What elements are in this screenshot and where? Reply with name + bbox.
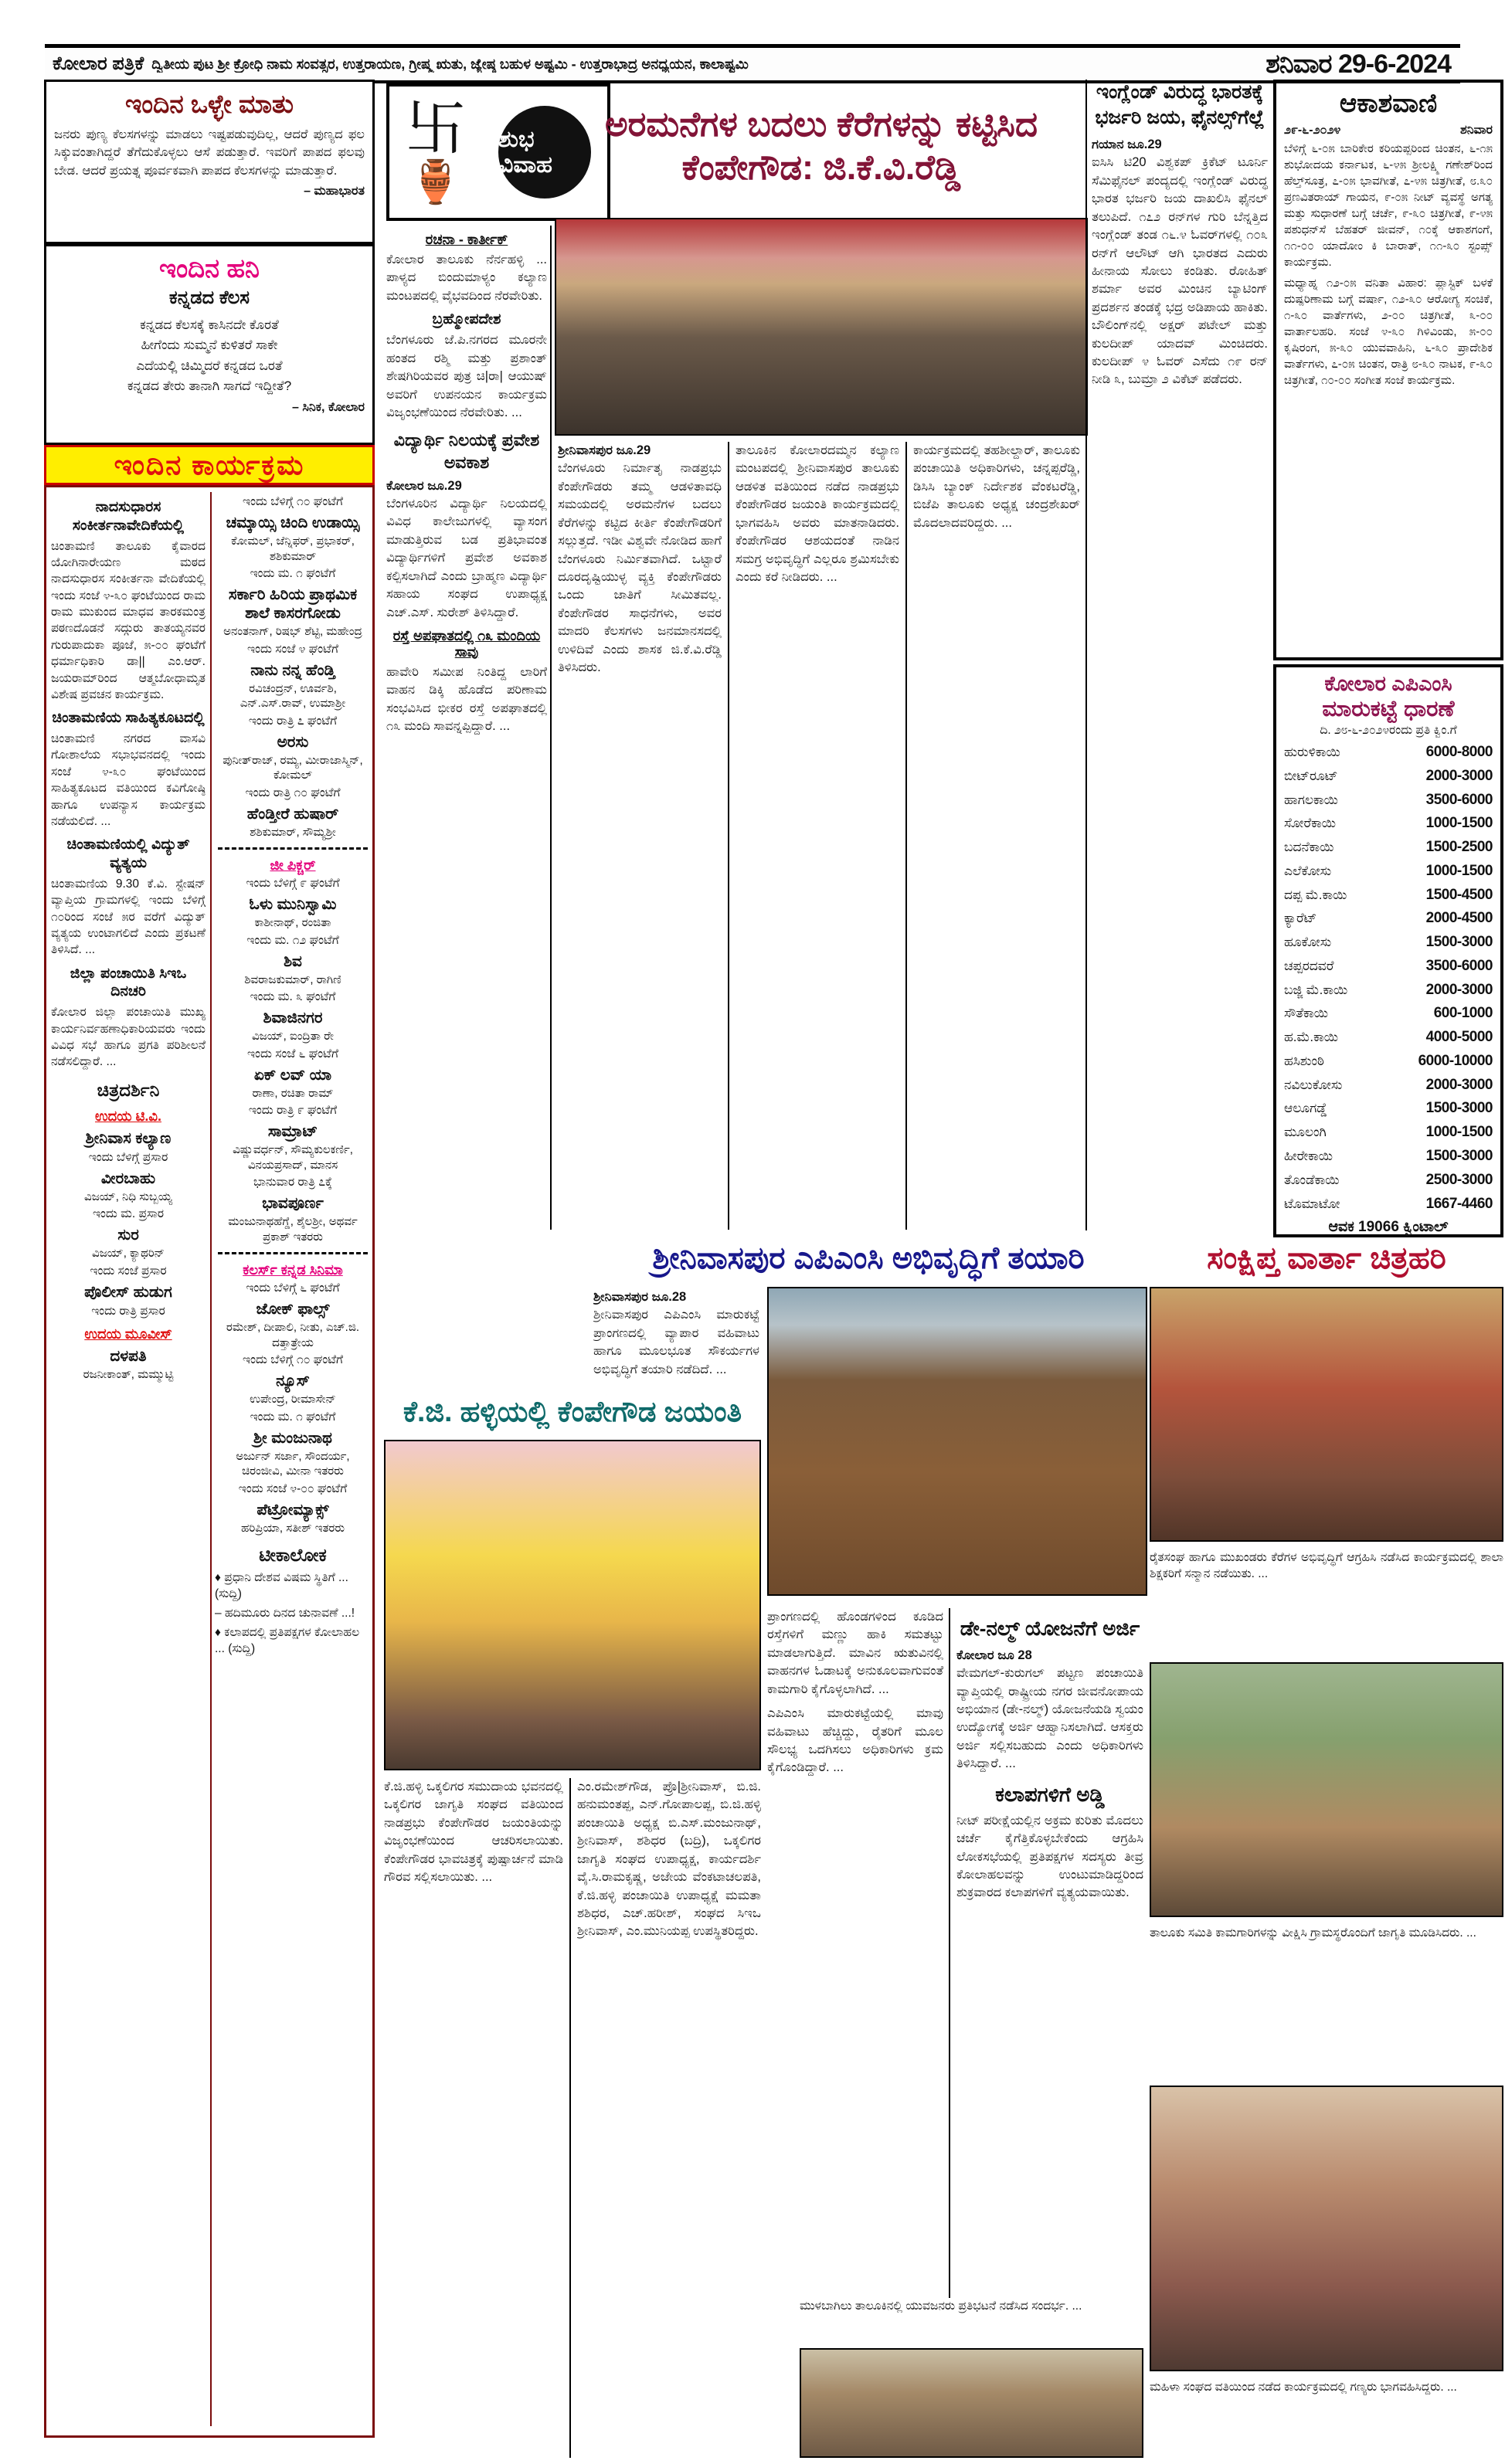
- day-nulm-body: ವೇಮಗಲ್-ಕುರುಗಲ್ ಪಟ್ಟಣ ಪಂಚಾಯಿತಿ ವ್ಯಾಪ್ತಿಯಲ್ಲಿ ರಾಷ್ಟ್ರೀಯ ನಗರ ಜೀವನೋಪಾಯ ಅಭಿಯಾನ (ಡೇ-ನಲ್ಮ್) ಯೋಜನೆಯಡಿ ಸ್ವಯಂ ಉದ್ಯೋಗಕ್ಕೆ ಅರ್ಜಿ ಆಹ್ವಾನಿಸಲಾಗಿದೆ. ಆಸಕ್ತರು ಅರ್ಜಿ ಸಲ್ಲಿಸಬಹುದು ಎಂದು ಅಧಿಕಾರಿಗಳು ತಿಳಿಸಿದ್ದಾರೆ. ...: [956, 1666, 1143, 1771]
- hani-box: [44, 244, 375, 445]
- newspaper-title: ಕೋಲಾರ ಪತ್ರಿಕೆ: [53, 53, 144, 74]
- listing-poem: ಕನ್ನಡದ ಕೆಲಸಕ್ಕೆ ಕಾಸಿನದೇ ಕೊರತೆ: [140, 317, 279, 332]
- market-item-range: 2000-3000: [1425, 981, 1493, 998]
- market-row: [1284, 979, 1493, 1003]
- listing-cast: ಶಿವರಾಜಕುಮಾರ್, ರಾಗಿಣಿ: [244, 972, 341, 986]
- market-item-name: ಹೀರೇಕಾಯಿ: [1284, 1149, 1333, 1164]
- listing-cast: ವಿಜಯ್, ನಿಧಿ ಸುಬ್ಬಯ್ಯ: [84, 1190, 172, 1203]
- listing-title: ನಾನು ನನ್ನ ಹೆಂಡ್ತಿ: [250, 661, 335, 679]
- listing-cast: ವಿಜಯ್, ಕ್ಯಾಥರಿನ್: [92, 1247, 165, 1261]
- listing-body: ಚಿಂತಾಮಣಿ ತಾಲೂಕು ಕೈವಾರದ ಯೋಗಿನಾರೇಯಣ ಮಠದ ನಾದಸುಧಾರಸ ಸಂಕೀರ್ತನಾ ವೇದಿಕೆಯಲ್ಲಿ ಇಂದು ಸಂಜೆ ೪-೩೦ ಘಂಟೆಯಿಂದ ರಾಮ ರಾಮ ಮುಕುಂದ ಮಾಧವ ತಾರಕಮಂತ್ರ ಪಠಣದೊಡನೆ ಸದ್ಗುರು ತಾತಯ್ಯನವರ ಗುರುಪಾದುಕಾ ಪೂಜೆ, ೫-೦೦ ಘಂಟೆಗೆ ಧರ್ಮಾಧಿಕಾರಿ ಡಾ|| ಎಂ.ಆರ್. ಜಯರಾಮ್‌ರಿಂದ ಆತ್ಮಬೋಧಾಮೃತ ವಿಶೇಷ ಪ್ರವಚನ ಕಾರ್ಯಕ್ರಮ.: [51, 539, 206, 701]
- listing-time: ಇಂದು ಬೆಳಿಗ್ಗೆ ೬ ಘಂಟೆಗೆ: [246, 1281, 340, 1295]
- panchanga-info: ದ್ವಿತೀಯ ಪುಟ ಶ್ರೀ ಕ್ರೋಧಿ ನಾಮ ಸಂವತ್ಸರ, ಉತ್ತರಾಯಣ, ಗ್ರೀಷ್ಮ ಋತು, ಜ್ಯೇಷ್ಠ ಬಹುಳ ಅಷ್ಟಮಿ - ಉತ್ತರಾಭಾದ್ರ ಅನಧ್ಯಯನ, ಕಾಲಾಷ್ಟಮಿ: [151, 56, 749, 72]
- photo-main-function: [555, 218, 1088, 436]
- accident-headline: ರಸ್ತೆ ಅಪಘಾತದಲ್ಲಿ ೧೩ ಮಂದಿಯ ಸಾವು: [392, 627, 541, 660]
- listing-title: ಹೆಂಡ್ತೀರೆ ಹುಷಾರ್: [246, 805, 339, 823]
- market-row: [1284, 907, 1493, 931]
- listing-title: ಭಾವಪೂರ್ಣ: [262, 1195, 324, 1212]
- listing-poem: ಕನ್ನಡದ ತೇರು ತಾನಾಗಿ ಸಾಗದೆ ಇದ್ದೀತೆ?: [127, 378, 292, 394]
- market-row: [1284, 1169, 1493, 1193]
- market-row: [1284, 789, 1493, 813]
- market-item-range: 1500-3000: [1425, 1100, 1493, 1117]
- listing-teeka: ♦ ಕಲಾಪದಲ್ಲಿ ಪ್ರತಿಪಕ್ಷಗಳ ಕೋಲಾಹಲ ... (ಸುದ್ದಿ): [215, 1625, 360, 1655]
- market-item-range: 600-1000: [1433, 1005, 1493, 1022]
- market-item-range: 6000-8000: [1425, 744, 1493, 760]
- market-item-range: 3500-6000: [1425, 957, 1493, 974]
- akashvani-day: ಶನಿವಾರ: [1459, 124, 1493, 137]
- market-item-name: ಆಲೂಗಡ್ಡೆ: [1284, 1101, 1327, 1116]
- listing-cast: ಪುನೀತ್‌ರಾಜ್, ರಮ್ಯ, ಮೀರಾಜಾಸ್ಮಿನ್, ಕೋಮಲ್: [223, 753, 363, 782]
- market-item-range: 2000-3000: [1425, 767, 1493, 784]
- akashvani-schedule-morning: ಬೆಳಿಗ್ಗೆ ೬-೦೫ ಬಾರಿಕೇರ ಕರಿಯಪ್ಪರಿಂದ ಚಿಂತನ, ೬-೧೫ ಶುಭೋದಯ ಕರ್ನಾಟಕ, ೬-೪೫ ಶ್ರೀಲಕ್ಷ್ಮಿ ಗಣೇಶ್‌ರಿಂದ ಹೆಲ್ತ್‌ಸೂತ್ರ, ೭-೦೫ ಭಾವಗೀತೆ, ೭-೪೫ ಚಿತ್ರಗೀತೆ, ೮.೩೦ ಪ್ರಣವಿತರಾಯ್ ಗಾಯನ, ೯-೦೫ ನೀಟ್ ವ್ಯವಸ್ಥೆ ಅಗತ್ಯ ಮತ್ತು ಸುಧಾರಣೆ ಬಗ್ಗೆ ಚರ್ಚೆ, ೯-೩೦ ಚಿತ್ರಗೀತೆ, ೯-೪೫ ಪಶುಧನ್‌ಸೆ ಬೆಹತರ್ ಜೀವನ್, ೧೦ಕ್ಕೆ ಆಕಾಶಗಂಗೆ, ೧೧-೦೦ ಯಾದೋಂ ಕಿ ಬಾರಾತ್, ೧೧-೩೦ ಸ್ಟಂಪ್ಸ್ ಕಾರ್ಯಕ್ರಮ.: [1284, 142, 1493, 269]
- listing-head: ಜಿಲ್ಲಾ ಪಂಚಾಯಿತಿ ಸಿಇಒ ದಿನಚರಿ: [70, 965, 187, 1000]
- kg-halli-col1: [384, 1778, 563, 2458]
- column-rule: [569, 1778, 571, 2458]
- listing-title: ಶಿವ: [284, 952, 302, 970]
- column-rule: [949, 1608, 950, 2334]
- listing-title: ಪೊಲೀಸ್ ಹುಡುಗ: [84, 1283, 172, 1301]
- listing-title: ಶಿವಾಜಿನಗರ: [263, 1010, 323, 1027]
- market-row: [1284, 955, 1493, 979]
- market-item-range: 1500-2500: [1425, 839, 1493, 856]
- market-row: [1284, 812, 1493, 836]
- market-item-name: ಹ.ಮೆ.ಕಾಯಿ: [1284, 1030, 1338, 1045]
- listing-time: ಇಂದು ಬೆಳಿಗ್ಗೆ ಪ್ರಸಾರ: [88, 1150, 168, 1164]
- listing-time: ಭಾನುವಾರ ರಾತ್ರಿ ೭ಕ್ಕೆ: [253, 1176, 333, 1189]
- listing-cast: ಕೋಮಲ್, ಜೆನ್ನಿಫರ್, ಪ್ರಭಾಕರ್, ಶಶಿಕುಮಾರ್: [231, 535, 355, 563]
- market-row: [1284, 1145, 1493, 1169]
- market-item-name: ಸೋರೆಕಾಯಿ: [1284, 816, 1337, 831]
- market-row: [1284, 765, 1493, 789]
- main-dateline: ಶ್ರೀನಿವಾಸಪುರ ಜೂ.29: [558, 443, 651, 457]
- market-row: [1284, 1097, 1493, 1121]
- good-word-body: ಜನರು ಪುಣ್ಯ ಕೆಲಸಗಳನ್ನು ಮಾಡಲು ಇಷ್ಟಪಡುವುದಿಲ್ಲ, ಆದರೆ ಪುಣ್ಯದ ಫಲ ಸಿಕ್ಕುವಂತಾಗಿದ್ದರೆ ತೆಗೆದುಕೊಳ್ಳಲು ಆಸೆ ಪಡುತ್ತಾರೆ. ಇವರಿಗೆ ಪಾಪದ ಫಲವು ಬೇಡ. ಆದರೆ ಪ್ರಯತ್ನ ಪೂರ್ವಕವಾಗಿ ಪಾಪದ ಕೆಲಸಗಳನ್ನು ಮಾಡುತ್ತಾರೆ.: [54, 127, 365, 178]
- program-right-column: [215, 492, 371, 2426]
- column-rule: [728, 442, 729, 1230]
- market-row: [1284, 836, 1493, 860]
- listing-title: ಸಾಮ್ರಾಟ್: [267, 1123, 318, 1140]
- chitrahari-caption-2: ತಾಲೂಕು ಸಮಿತಿ ಕಾಮಗಾರಿಗಳನ್ನು ವೀಕ್ಷಿಸಿ ಗ್ರಾಮಸ್ಥರೊಂದಿಗೆ ಜಾಗೃತಿ ಮೂಡಿಸಿದರು. ...: [1150, 1926, 1476, 1940]
- listing-time: ಇಂದು ರಾತ್ರಿ ೯ ಘಂಟೆಗೆ: [248, 1104, 338, 1117]
- apmc-headline: ಶ್ರೀನಿವಾಸಪುರ ಎಪಿಎಂಸಿ ಅಭಿವೃದ್ಧಿಗೆ ತಯಾರಿ: [652, 1240, 1085, 1275]
- market-item-range: 1500-4500: [1425, 886, 1493, 903]
- listing-cast: ವಿಜಯ್, ಐಂದ್ರಿತಾ ರೇ: [252, 1030, 334, 1043]
- market-item-range: 2000-3000: [1425, 1076, 1493, 1093]
- market-item-name: ಸೌತೆಕಾಯಿ: [1284, 1006, 1328, 1021]
- market-item-name: ಬದನೆಕಾಯಿ: [1284, 840, 1334, 855]
- day-nulm-dateline: ಕೋಲಾರ ಜೂ 28: [956, 1648, 1032, 1662]
- market-row: [1284, 931, 1493, 955]
- listing-teeka: ♦ ಪ್ರಧಾನಿ ದೇಶವ ವಿಷಮ ಸ್ಥಿತಿಗೆ ... (ಸುದ್ದಿ): [215, 1571, 348, 1600]
- listing-cast: ಅನಂತನಾಗ್, ರಿಷಭ್ ಶೆಟ್ಟಿ, ಮಹೇಂದ್ರ: [223, 625, 362, 638]
- market-item-name: ಎಲೆಕೋಸು: [1284, 863, 1332, 878]
- listing-time: ಇಂದು ಸಂಜೆ ಪ್ರಸಾರ: [90, 1264, 167, 1278]
- market-date-line: ದಿ. ೨೮-೬-೨೦೨೪ರಂದು ಪ್ರತಿ ಕ್ವಿಂ.ಗೆ: [1320, 724, 1457, 737]
- main-article-colD: ಕಾರ್ಯಕ್ರಮದಲ್ಲಿ ತಹಶೀಲ್ದಾರ್, ತಾಲೂಕು ಪಂಚಾಯಿತಿ ಅಧಿಕಾರಿಗಳು, ಚನ್ನಪ್ಪರೆಡ್ಡಿ, ಡಿಸಿಸಿ ಬ್ಯಾಂಕ್ ನಿರ್ದೇಶಕ ವೆಂಕಟರೆಡ್ಡಿ, ಬಿಜೆಪಿ ತಾಲೂಕು ಅಧ್ಯಕ್ಷ ಚಂದ್ರಶೇಖರ್ ಮೊದಲಾದವರಿದ್ದರು. ...: [913, 443, 1080, 530]
- listing-title: ಏಕ್ ಲವ್ ಯಾ: [253, 1066, 332, 1084]
- listing-cast: ರವಿಚಂದ್ರನ್, ಊರ್ವಶಿ, ಎನ್.ಎಸ್.ರಾವ್, ಉಮಾಶ್ರೀ: [240, 681, 346, 710]
- hostel-dateline: ಕೋಲಾರ ಜೂ.29: [386, 478, 462, 493]
- listing-time: ಇಂದು ಬೆಳಿಗ್ಗೆ ೧೦ ಘಂಟೆಗೆ: [243, 495, 343, 508]
- listing-time: ಇಂದು ಬೆಳಿಗ್ಗೆ ೧೦ ಘಂಟೆಗೆ: [243, 1353, 343, 1366]
- apmc-body1: ಶ್ರೀನಿವಾಸಪುರ ಎಪಿಎಂಸಿ ಮಾರುಕಟ್ಟೆ ಪ್ರಾಂಗಣದಲ್ಲಿ ವ್ಯಾಪಾರ ವಹಿವಾಟು ಹಾಗೂ ಮೂಲಭೂತ ಸೌಕರ್ಯಗಳ ಅಭಿವೃದ್ಧಿಗೆ ತಯಾರಿ ನಡೆದಿದೆ. ...: [593, 1308, 759, 1376]
- market-item-range: 2500-3000: [1425, 1171, 1493, 1188]
- kalapa-body: ನೀಟ್ ಪರೀಕ್ಷೆಯಲ್ಲಿನ ಅಕ್ರಮ ಕುರಿತು ಮೊದಲು ಚರ್ಚೆ ಕೈಗೆತ್ತಿಕೊಳ್ಳಬೇಕೆಂದು ಆಗ್ರಹಿಸಿ ಲೋಕಸಭೆಯಲ್ಲಿ ಪ್ರತಿಪಕ್ಷಗಳ ಸದಸ್ಯರು ತೀವ್ರ ಕೋಲಾಹಲವನ್ನು ಉಂಟುಮಾಡಿದ್ದರಿಂದ ಶುಕ್ರವಾರದ ಕಲಾಪಗಳಿಗೆ ವ್ಯತ್ಯಯವಾಯಿತು.: [956, 1813, 1143, 1900]
- apmc-body3: ಎಪಿಎಂಸಿ ಮಾರುಕಟ್ಟೆಯಲ್ಲಿ ಮಾವು ವಹಿವಾಟು ಹೆಚ್ಚಿದ್ದು, ರೈತರಿಗೆ ಮೂಲ ಸೌಲಭ್ಯ ಒದಗಿಸಲು ಅಧಿಕಾರಿಗಳು ಕ್ರಮ ಕೈಗೊಂಡಿದ್ದಾರೆ. ...: [767, 1706, 943, 1775]
- listing-cast: ಮಂಜುನಾಥಹೆಗ್ಡೆ, ಶೈಲಶ್ರೀ, ಅಥರ್ವ ಪ್ರಕಾಶ್ ಇತರರು: [228, 1215, 358, 1244]
- chitrahari-caption-3: ಮಹಿಳಾ ಸಂಘದ ವತಿಯಿಂದ ನಡೆದ ಕಾರ್ಯಕ್ರಮದಲ್ಲಿ ಗಣ್ಯರು ಭಾಗವಹಿಸಿದ್ದರು. ...: [1150, 2381, 1457, 2394]
- listing-cast: ಉಪೇಂದ್ರ, ರೀಮಾಸೇನ್: [250, 1393, 336, 1406]
- listing-time: ಇಂದು ಮ. ೩ ಘಂಟೆಗೆ: [250, 990, 336, 1003]
- market-title-line1: ಕೋಲಾರ ಎಪಿಎಂಸಿ: [1324, 672, 1452, 695]
- listing-title: ಜೋಕ್ ಫಾಲ್ಸ್: [256, 1301, 330, 1318]
- listing-divider: [218, 847, 368, 850]
- market-item-name: ಹಾಗಲಕಾಯಿ: [1284, 792, 1338, 807]
- hostel-body: ಬೆಂಗಳೂರಿನ ವಿದ್ಯಾರ್ಥಿ ನಿಲಯದಲ್ಲಿ ವಿವಿಧ ಕಾಲೇಜುಗಳಲ್ಲಿ ವ್ಯಾಸಂಗ ಮಾಡುತ್ತಿರುವ ಬಡ ಪ್ರತಿಭಾವಂತ ವಿದ್ಯಾರ್ಥಿಗಳಿಗೆ ಪ್ರವೇಶ ಅವಕಾಶ ಕಲ್ಪಿಸಲಾಗಿದೆ ಎಂದು ಬ್ರಾಹ್ಮಣ ವಿದ್ಯಾರ್ಥಿ ಸಹಾಯ ಸಂಘದ ಉಪಾಧ್ಯಕ್ಷ ಎಚ್.ಎಸ್. ಸುರೇಶ್ ತಿಳಿಸಿದ್ದಾರೆ.: [386, 496, 547, 619]
- masthead-bar: [45, 44, 1460, 83]
- market-item-range: 1000-1500: [1425, 1124, 1493, 1141]
- column-rule: [1085, 80, 1087, 1230]
- market-item-name: ಕ್ಯಾರೆಟ್: [1284, 911, 1317, 926]
- akashvani-title: ಆಕಾಶವಾಣಿ: [1339, 89, 1438, 118]
- cricket-body: ಐಸಿಸಿ ಟಿ20 ವಿಶ್ವಕಪ್ ಕ್ರಿಕೆಟ್ ಟೂರ್ನಿ ಸೆಮಿಫೈನಲ್ ಪಂದ್ಯದಲ್ಲಿ ಇಂಗ್ಲೆಂಡ್ ವಿರುದ್ಧ ಭಾರತ ಭರ್ಜರಿ ಜಯ ದಾಖಲಿಸಿ ಫೈನಲ್ ತಲುಪಿದೆ. ೧೭೨ ರನ್‌ಗಳ ಗುರಿ ಬೆನ್ನತ್ತಿದ ಇಂಗ್ಲೆಂಡ್ ತಂಡ ೧೬.೪ ಓವರ್‌ಗಳಲ್ಲಿ ೧೦೩ ರನ್‌ಗೆ ಆಲೌಟ್ ಆಗಿ ಭಾರತದ ಎದುರು ಹೀನಾಯ ಸೋಲು ಕಂಡಿತು. ರೋಹಿತ್ ಶರ್ಮಾ ಅವರ ಮಿಂಚಿನ ಬ್ಯಾಟಿಂಗ್ ಪ್ರದರ್ಶನ ತಂಡಕ್ಕೆ ಭದ್ರ ಅಡಿಪಾಯ ಹಾಕಿತು. ಬೌಲಿಂಗ್‌ನಲ್ಲಿ ಅಕ್ಷರ್ ಪಟೇಲ್ ಮತ್ತು ಕುಲದೀಪ್ ಯಾದವ್ ಮಿಂಚಿದರು. ಕುಲದೀಪ್ ೪ ಓವರ್ ಎಸೆದು ೧೯ ರನ್ ನೀಡಿ ೩, ಬುಮ್ರಾ ೨ ವಿಕೆಟ್ ಪಡೆದರು.: [1092, 155, 1268, 387]
- good-word-source: – ಮಹಾಭಾರತ: [304, 185, 365, 199]
- cricket-headline: ಇಂಗ್ಲೆಂಡ್ ವಿರುದ್ಧ ಭಾರತಕ್ಕೆ ಭರ್ಜರಿ ಜಯ, ಫೈನಲ್ಸ್‌ಗೆಲ್ಲೆ: [1095, 81, 1265, 128]
- listing-time: ಇಂದು ಮ. ಪ್ರಸಾರ: [92, 1207, 165, 1221]
- listing-cast: ವಿಷ್ಣುವರ್ಧನ್, ಸೌಮ್ಯಕುಲಕರ್ಣಿ, ವಿನಯಪ್ರಸಾದ್, ಮಾನಸ: [233, 1143, 353, 1172]
- kg-halli-attendees: ಎಂ.ರಮೇಶ್‌ಗೌಡ, ಪ್ರೊ|ಶ್ರೀನಿವಾಸ್, ಬಿ.ಜಿ. ಹನುಮಂತಪ್ಪ, ಎನ್.ಗೋಪಾಲಪ್ಪ, ಬಿ.ಜಿ.ಹಳ್ಳಿ ಪಂಚಾಯಿತಿ ಅಧ್ಯಕ್ಷ ಬಿ.ಎಸ್.ಮಂಜುನಾಥ್, ಶ್ರೀನಿವಾಸ್, ಶಶಿಧರ (ಬದ್ರಿ), ಒಕ್ಕಲಿಗರ ಜಾಗೃತಿ ಸಂಘದ ಉಪಾಧ್ಯಕ್ಷ, ಕಾರ್ಯದರ್ಶಿ ವೈ.ಸಿ.ರಾಮಕೃಷ್ಣ, ಅಜೇಯ ವೆಂಕಟಾಚಲಪತಿ, ಕೆ.ಜಿ.ಹಳ್ಳಿ ಪಂಚಾಯಿತಿ ಉಪಾಧ್ಯಕ್ಷೆ ಮಮತಾ ಶಶಿಧರ, ಎಚ್.ಹರೀಶ್, ಸಂಘದ ಸಿಇಒ ಶ್ರೀನಿವಾಸ್, ಎಂ.ಮುನಿಯಪ್ಪ ಉಪಸ್ಥಿತರಿದ್ದರು.: [577, 1780, 761, 1939]
- apmc-dateline: ಶ್ರೀನಿವಾಸಪುರ ಜೂ.28: [593, 1290, 687, 1304]
- kg-halli-body1: ಕೆ.ಜಿ.ಹಳ್ಳಿ ಒಕ್ಕಲಿಗರ ಸಮುದಾಯ ಭವನದಲ್ಲಿ ಒಕ್ಕಲಿಗರ ಜಾಗೃತಿ ಸಂಘದ ವತಿಯಿಂದ ನಾಡಪ್ರಭು ಕೆಂಪೇಗೌಡರ ಜಯಂತಿಯನ್ನು ವಿಜೃಂಭಣೆಯಿಂದ ಆಚರಿಸಲಾಯಿತು. ಕೆಂಪೇಗೌಡರ ಭಾವಚಿತ್ರಕ್ಕೆ ಪುಷ್ಪಾರ್ಚನೆ ಮಾಡಿ ಗೌರವ ಸಲ್ಲಿಸಲಾಯಿತು. ...: [384, 1780, 563, 1885]
- market-item-range: 1000-1500: [1425, 862, 1493, 879]
- chitrahari-caption-1: ರೈತಸಂಘ ಹಾಗೂ ಮುಖಂಡರು ಕೆರೆಗಳ ಅಭಿವೃದ್ಧಿಗೆ ಆಗ್ರಹಿಸಿ ನಡೆಸಿದ ಕಾರ್ಯಕ್ರಮದಲ್ಲಿ ಶಾಲಾ ಶಿಕ್ಷಕರಿಗೆ ಸನ್ಮಾನ ನಡೆಯಿತು. ...: [1150, 1551, 1503, 1581]
- day-nulm-headline: ಡೇ-ನಲ್ಮ್ ಯೋಜನೆಗೆ ಅರ್ಜಿ: [960, 1617, 1140, 1640]
- listing-time: ಇಂದು ಮ. ೧೨ ಘಂಟೆಗೆ: [246, 933, 339, 947]
- chitrahari-headline: ಸಂಕ್ಷಿಪ್ತ ವಾರ್ತಾ ಚಿತ್ರಹರಿ: [1207, 1240, 1446, 1275]
- listing-title: ಶ್ರೀ ಮಂಜುನಾಥ: [253, 1429, 332, 1447]
- wedding-couple-names: ರಚನಾ - ಕಾರ್ತೀಕ್: [425, 232, 508, 247]
- listing-time: ಇಂದು ರಾತ್ರಿ ೧೦ ಘಂಟೆಗೆ: [245, 786, 341, 799]
- market-row: [1284, 884, 1493, 908]
- market-item-range: 1500-3000: [1425, 934, 1493, 951]
- market-item-name: ತೊಂಡೆಕಾಯಿ: [1284, 1172, 1340, 1187]
- market-footer: ಆವಕ 19066 ಕ್ವಿಂಟಾಲ್: [1328, 1219, 1449, 1236]
- photo-chitrahari-2: [1150, 1662, 1503, 1917]
- market-item-name: ಹೂಕೋಸು: [1284, 935, 1332, 950]
- listing-title: ಸುರ: [117, 1227, 139, 1244]
- bottom-photo-caption: ಮುಳಬಾಗಿಲು ತಾಲೂಕಿನಲ್ಲಿ ಯುವಜನರು ಪ್ರತಿಭಟನೆ ನಡೆಸಿದ ಸಂದರ್ಭ. ...: [800, 2298, 1143, 2344]
- listing-title: ವೀರಬಾಹು: [100, 1169, 156, 1187]
- market-item-name: ನವಿಲುಕೋಸು: [1284, 1077, 1343, 1092]
- listing-title: ದಳಪತಿ: [110, 1347, 147, 1365]
- listing-title: ಚಮ್ಕಾಯ್ಸಿ ಚಿಂದಿ ಉಡಾಯ್ಸಿ: [226, 514, 360, 531]
- main-article-colC: ತಾಲೂಕಿನ ಕೋಲಾರದಮ್ಮನ ಕಲ್ಯಾಣ ಮಂಟಪದಲ್ಲಿ ಶ್ರೀನಿವಾಸಪುರ ತಾಲೂಕು ಆಡಳಿತ ವತಿಯಿಂದ ನಡೆದ ನಾಡಪ್ರಭು ಕೆಂಪೇಗೌಡರ ಜಯಂತಿ ಕಾರ್ಯಕ್ರಮದಲ್ಲಿ ಭಾಗವಹಿಸಿ ಅವರು ಮಾತನಾಡಿದರು. ಕೆಂಪೇಗೌಡರ ಆಶಯದಂತೆ ನಾಡಿನ ಸಮಗ್ರ ಅಭಿವೃದ್ಧಿಗೆ ಎಲ್ಲರೂ ಶ್ರಮಿಸಬೇಕು ಎಂದು ಕರೆ ನೀಡಿದರು. ...: [736, 443, 899, 584]
- apmc-body2: ಪ್ರಾಂಗಣದಲ್ಲಿ ಹೊಂಡಗಳಿಂದ ಕೂಡಿದ ರಸ್ತೆಗಳಿಗೆ ಮಣ್ಣು ಹಾಕಿ ಸಮತಟ್ಟು ಮಾಡಲಾಗುತ್ತಿದೆ. ಮಾವಿನ ಋತುವಿನಲ್ಲಿ ವಾಹನಗಳ ಓಡಾಟಕ್ಕೆ ಅನುಕೂಲವಾಗುವಂತೆ ಕಾಮಗಾರಿ ಕೈಗೊಳ್ಳಲಾಗಿದೆ. ...: [767, 1610, 943, 1696]
- listing-title: ಸರ್ಕಾರಿ ಹಿರಿಯ ಪ್ರಾಥಮಿಕ ಶಾಲೆ ಕಾಸರಗೋಡು: [228, 586, 358, 622]
- listing-body: ಕೋಲಾರ ಜಿಲ್ಲಾ ಪಂಚಾಯಿತಿ ಮುಖ್ಯ ಕಾರ್ಯನಿರ್ವಹಣಾಧಿಕಾರಿಯವರು ಇಂದು ವಿವಿಧ ಸಭೆ ಹಾಗೂ ಪ್ರಗತಿ ಪರಿಶೀಲನೆ ನಡೆಸಲಿದ್ದಾರೆ. ...: [51, 1006, 206, 1069]
- hani-subtitle: ಕನ್ನಡದ ಕೆಲಸ: [168, 287, 250, 308]
- market-item-range: 3500-6000: [1425, 791, 1493, 808]
- column-cricket: [1092, 80, 1268, 1232]
- listing-cast: ರಜನೀಕಾಂತ್, ಮಮ್ಮುಟ್ಟಿ: [83, 1367, 174, 1381]
- program-banner-label: ಇಂದಿನ ಕಾರ್ಯಕ್ರಮ: [114, 448, 305, 480]
- column-main-c: [736, 442, 899, 1230]
- akashvani-box: [1273, 80, 1503, 660]
- market-row: [1284, 860, 1493, 884]
- akashvani-date: ೨೯-೬-೨೦೨೪: [1284, 124, 1341, 137]
- market-item-range: 1500-3000: [1425, 1148, 1493, 1165]
- market-row: [1284, 1074, 1493, 1098]
- market-item-name: ಹಸಿಶುಂಠಿ: [1284, 1053, 1325, 1068]
- listing-title: ಶ್ರೀನಿವಾಸ ಕಲ್ಯಾಣ: [85, 1129, 172, 1147]
- listing-cast: ಶಶಿಕುಮಾರ್, ಸೌಮ್ಯಶ್ರೀ: [250, 825, 336, 839]
- listing-time: ಇಂದು ಸಂಜೆ ೪-೦೦ ಘಂಟೆಗೆ: [238, 1481, 348, 1495]
- market-item-range: 4000-5000: [1425, 1029, 1493, 1046]
- accident-body: ಹಾವೇರಿ ಸಮೀಪ ನಿಂತಿದ್ದ ಲಾರಿಗೆ ವಾಹನ ಡಿಕ್ಕಿ ಹೊಡೆದ ಪರಿಣಾಮ ಸಂಭವಿಸಿದ ಭೀಕರ ರಸ್ತೆ ಅಪಘಾತದಲ್ಲಿ ೧೩ ಮಂದಿ ಸಾವನ್ನಪ್ಪಿದ್ದಾರೆ. ...: [386, 664, 547, 734]
- swastika-icon: 卐: [405, 93, 466, 162]
- listing-channel-red: ಉದಯ ಮೂವೀಸ್: [84, 1325, 172, 1342]
- wedding-body2: ಬೆಂಗಳೂರು ಜೆ.ಪಿ.ನಗರದ ಮೂರನೇ ಹಂತದ ರಶ್ಮಿ ಮತ್ತು ಪ್ರಶಾಂತ್ ಶೇಷಗಿರಿಯವರ ಪುತ್ರ ಚಿ|ರಾ| ಆಯುಷ್ ಅವರಿಗೆ ಉಪನಯನ ಕಾರ್ಯಕ್ರಮ ವಿಜೃಂಭಣೆಯಿಂದ ನೆರವೇರಿತು. ...: [386, 333, 547, 419]
- listing-channel-pink: ಜೀ ಪಿಕ್ಚರ್: [270, 857, 316, 873]
- listing-channel-red: ಉದಯ ಟಿ.ವಿ.: [95, 1108, 161, 1124]
- photo-kg-halli-jayanti: [384, 1440, 761, 1770]
- kg-halli-col2: [577, 1778, 761, 2458]
- good-word-box: [44, 80, 375, 244]
- listing-bighead: ಟೀಕಾಲೋಕ: [259, 1545, 327, 1565]
- market-item-range: 2000-4500: [1425, 910, 1493, 927]
- listing-time: ಇಂದು ರಾತ್ರಿ ೭ ಘಂಟೆಗೆ: [248, 714, 338, 728]
- market-item-name: ಬೀಟ್‌ರೂಟ್: [1284, 768, 1338, 783]
- column-rule: [905, 442, 907, 1230]
- good-word-title: ಇಂದಿನ ಒಳ್ಳೇ ಮಾತು: [124, 90, 294, 118]
- listing-time: ಇಂದು ರಾತ್ರಿ ಪ್ರಸಾರ: [91, 1304, 165, 1318]
- column-day-nulm: [956, 1608, 1143, 2338]
- market-item-name: ಚಪ್ಪರದವರೆ: [1284, 958, 1334, 973]
- market-item-range: 6000-10000: [1418, 1052, 1493, 1069]
- hani-source: – ಸಿನಿಕ, ಕೋಲಾರ: [292, 401, 365, 415]
- akashvani-schedule-afternoon: ಮಧ್ಯಾಹ್ನ ೧೨-೦೫ ವನಿತಾ ವಿಹಾರ: ಪ್ಲಾಸ್ಟಿಕ್ ಬಳಕೆ ದುಷ್ಪರಿಣಾಮ ಬಗ್ಗೆ ವರ್ಷಾ, ೧೨-೩೦ ಆರೋಗ್ಯ ಸಂಚಿಕೆ, ೧-೩೦ ವಾರ್ತೆಗಳು, ೨-೦೦ ಚಿತ್ರಗೀತೆ, ೩-೦೦ ವಾರ್ತಾಲಹರಿ. ಸಂಜೆ ೪-೩೦ ಗಿಳಿವಿಂಡು, ೫-೦೦ ಕೃಷಿರಂಗ, ೫-೩೦ ಯುವವಾಹಿನಿ, ೬-೩೦ ಪ್ರಾದೇಶಿಕ ವಾರ್ತೆಗಳು, ೭-೦೫ ಚಿಂತನ, ರಾತ್ರಿ ೮-೩೦ ನಾಟಕ, ೯-೩೦ ಚಿತ್ರಗೀತೆ, ೧೦-೦೦ ಸಂಗೀತ ಸಂಜೆ ಕಾರ್ಯಕ್ರಮ.: [1284, 277, 1493, 387]
- market-item-name: ಟೊಮಾಟೋ: [1284, 1196, 1340, 1211]
- program-listings-box: [44, 485, 375, 2438]
- listing-teeka: – ಹದಿಮೂರು ದಿನದ ಚುನಾವಣೆ ...!: [215, 1606, 355, 1620]
- market-table: [1284, 741, 1493, 1216]
- photo-apmc-roadwork: [767, 1287, 1147, 1596]
- market-item-name: ಮೂಲಂಗಿ: [1284, 1125, 1327, 1140]
- photo-bottom-group: [800, 2348, 1143, 2458]
- listing-title: ನ್ಯೂಸ್: [276, 1373, 310, 1390]
- listing-title: ಅರಸು: [277, 733, 309, 751]
- main-headline: ಅರಮನೆಗಳ ಬದಲು ಕೆರೆಗಳನ್ನು ಕಟ್ಟಿಸಿದ ಕೆಂಪೇಗೌಡ: ಜಿ.ಕೆ.ವಿ.ರೆಡ್ಡಿ: [604, 104, 1038, 187]
- column-main-b: [558, 442, 722, 1230]
- listing-cast: ಹರಿಪ್ರಿಯಾ, ಸತೀಶ್ ಇತರರು: [240, 1521, 345, 1535]
- hostel-headline: ವಿದ್ಯಾರ್ಥಿ ನಿಲಯಕ್ಕೆ ಪ್ರವೇಶ ಅವಕಾಶ: [393, 430, 540, 472]
- wedding-subhead: ಬ್ರಹ್ಮೋಪದೇಶ: [432, 311, 501, 328]
- listing-divider: [218, 1252, 368, 1254]
- market-item-range: 1667-4460: [1425, 1195, 1493, 1212]
- market-row: [1284, 1002, 1493, 1026]
- listing-time: ಇಂದು ಮ. ೧ ಘಂಟೆಗೆ: [250, 567, 336, 580]
- column-rule: [550, 226, 552, 1230]
- market-rates-box: [1273, 664, 1503, 1237]
- market-row: [1284, 1050, 1493, 1074]
- listing-channel-pink: ಕಲರ್ಸ್ ಕನ್ನಡ ಸಿನಿಮಾ: [243, 1262, 343, 1278]
- kalasha-icon: 🏺: [409, 158, 462, 205]
- listing-head: ನಾದಸುಧಾರಸ ಸಂಕೀರ್ತನಾವೇದಿಕೆಯಲ್ಲಿ: [72, 499, 185, 534]
- listing-poem: ಎದೆಯಲ್ಲಿ ಚಿಮ್ಮಿದರೆ ಕನ್ನಡದ ಒರತೆ: [136, 358, 283, 373]
- market-item-name: ದಪ್ಪ ಮೆ.ಕಾಯಿ: [1284, 887, 1347, 902]
- listing-cast: ಅರ್ಜುನ್ ಸರ್ಜಾ, ಸೌಂದರ್ಯ, ಚಿರಂಜೀವಿ, ಮೀನಾ ಇತರರು: [236, 1449, 350, 1478]
- photo-chitrahari-3: [1150, 2086, 1503, 2371]
- listing-time: ಇಂದು ಮ. ೧ ಘಂಟೆಗೆ: [250, 1410, 336, 1424]
- program-banner: [44, 445, 375, 485]
- listing-title: ಪೆಟ್ರೋಮ್ಯಾಕ್ಸ್: [256, 1501, 329, 1519]
- listing-head: ಚಿಂತಾಮಣಿಯಲ್ಲಿ ವಿದ್ಯುತ್ ವ್ಯತ್ಯಯ: [66, 837, 190, 871]
- shubha-vivaha-logo: ಶುಭ ವಿವಾಹ: [498, 106, 591, 199]
- market-row: [1284, 741, 1493, 765]
- listing-time: ಇಂದು ಸಂಜೆ ೬ ಘಂಟೆಗೆ: [247, 1047, 338, 1061]
- cricket-dateline: ಗಯಾನ ಜೂ.29: [1092, 137, 1162, 151]
- listing-bighead: ಚಿತ್ರದರ್ಶಿನಿ: [97, 1079, 160, 1100]
- kalapa-headline: ಕಲಾಪಗಳಿಗೆ ಅಡ್ಡಿ: [995, 1782, 1105, 1806]
- listing-cast: ಕಾಶೀನಾಥ್, ರಂಜಿತಾ: [254, 916, 331, 929]
- listing-head: ಚಿಂತಾಮಣಿಯ ಸಾಹಿತ್ಯಕೂಟದಲ್ಲಿ: [52, 710, 205, 727]
- market-item-name: ಹುರುಳಿಕಾಯಿ: [1284, 745, 1340, 759]
- listing-time: ಇಂದು ಸಂಜೆ ೪ ಘಂಟೆಗೆ: [247, 642, 338, 656]
- market-title-line2: ಮಾರುಕಟ್ಟೆ ಧಾರಣೆ: [1322, 697, 1455, 721]
- edition-date: ಶನಿವಾರ 29-6-2024: [1265, 49, 1451, 79]
- column-main-d: [913, 442, 1080, 1230]
- market-row: [1284, 1193, 1493, 1217]
- listing-body: ಚಿಂತಾಮಣಿ ನಗರದ ವಾಸವಿ ಗೋಶಾಲೆಯ ಸಭಾಭವನದಲ್ಲಿ ಇಂದು ಸಂಜೆ ೪-೩೦ ಘಂಟೆಯಿಂದ ಸಾಹಿತ್ಯಕೂಟದ ವತಿಯಿಂದ ಕವಿಗೋಷ್ಠಿ ಹಾಗೂ ಉಪನ್ಯಾಸ ಕಾರ್ಯಕ್ರಮ ನಡೆಯಲಿದೆ. ...: [51, 732, 206, 828]
- hani-title: ಇಂದಿನ ಹನಿ: [159, 254, 260, 283]
- listing-cast: ರಾಣಾ, ರಚಿತಾ ರಾಮ್: [252, 1086, 334, 1100]
- main-article-colB: ಬೆಂಗಳೂರು ನಿರ್ಮಾತೃ ನಾಡಪ್ರಭು ಕೆಂಪೇಗೌಡರು ತಮ್ಮ ಆಡಳಿತಾವಧಿ ಸಮಯದಲ್ಲಿ ಅರಮನೆಗಳ ಬದಲು ಕೆರೆಗಳನ್ನು ಕಟ್ಟಿದ ಕೀರ್ತಿ ಕೆಂಪೇಗೌಡರಿಗೆ ಸಲ್ಲುತ್ತದೆ. ಇಡೀ ವಿಶ್ವವೇ ನೋಡಿದ ಹಾಗೆ ಬೆಂಗಳೂರು ನಿರ್ಮಿತವಾಗಿದೆ. ಒಟ್ಟಾರೆ ದೂರದೃಷ್ಟಿಯುಳ್ಳ ವ್ಯಕ್ತಿ ಕೆಂಪೇಗೌಡರು ಒಂದು ಜಾತಿಗೆ ಸೀಮಿತವಲ್ಲ. ಕೆಂಪೇಗೌಡರ ಸಾಧನೆಗಳು, ಅವರ ಮಾದರಿ ಕೆಲಸಗಳು ಜನಮಾನಸದಲ್ಲಿ ಉಳಿದಿವೆ ಎಂದು ಶಾಸಕ ಜಿ.ಕೆ.ವಿ.ರೆಡ್ಡಿ ತಿಳಿಸಿದರು.: [558, 461, 722, 675]
- kg-halli-headline: ಕೆ.ಜಿ. ಹಳ್ಳಿಯಲ್ಲಿ ಕೆಂಪೇಗೌಡ ಜಯಂತಿ: [403, 1395, 742, 1427]
- market-row: [1284, 1121, 1493, 1145]
- listing-poem: ಹೀಗೆಂದು ಸುಮ್ಮನೆ ಕುಳಿತರೆ ಸಾಕೇ: [141, 338, 278, 353]
- market-row: [1284, 1026, 1493, 1050]
- listing-title: ಓಳು ಮುನಿಸ್ವಾಮಿ: [249, 896, 337, 913]
- hani-poem: [54, 315, 365, 396]
- market-item-range: 1000-1500: [1425, 815, 1493, 832]
- market-item-name: ಬಜ್ಜಿ ಮೆ.ಕಾಯಿ: [1284, 982, 1348, 997]
- listing-time: ಇಂದು ಬೆಳಿಗ್ಗೆ ೯ ಘಂಟೆಗೆ: [246, 877, 340, 890]
- photo-chitrahari-1: [1150, 1287, 1503, 1542]
- wedding-body1: ಕೋಲಾರ ತಾಲೂಕು ನೆರ್ನಹಳ್ಳಿ ... ಪಾಳ್ಯದ ಬಿಂದುಮಾಳ್ಯಂ ಕಲ್ಯಾಣ ಮಂಟಪದಲ್ಲಿ ವೈಭವದಿಂದ ನೆರವೇರಿತು.: [386, 253, 547, 303]
- apmc-col2: [767, 1608, 943, 2334]
- listing-body: ಚಿಂತಾಮಣಿಯ 9.30 ಕೆ.ವಿ. ಸ್ಟೇಷನ್ ವ್ಯಾಪ್ತಿಯ ಗ್ರಾಮಗಳಲ್ಲಿ ಇಂದು ಬೆಳಿಗ್ಗೆ ೧೦ರಿಂದ ಸಂಜೆ ೫ರ ವರೆಗೆ ವಿದ್ಯುತ್ ವ್ಯತ್ಯಯ ಉಂಟಾಗಲಿದೆ ಎಂದು ಪ್ರಕಟಣೆ ತಿಳಿಸಿದೆ. ...: [51, 877, 206, 957]
- listing-cast: ರಮೇಶ್, ದೀಪಾಲಿ, ನೀತು, ಎಚ್.ಜಿ. ದತ್ತಾತ್ರೇಯ: [226, 1321, 360, 1349]
- program-left-column: [51, 492, 212, 2426]
- column-wedding: [386, 226, 547, 1384]
